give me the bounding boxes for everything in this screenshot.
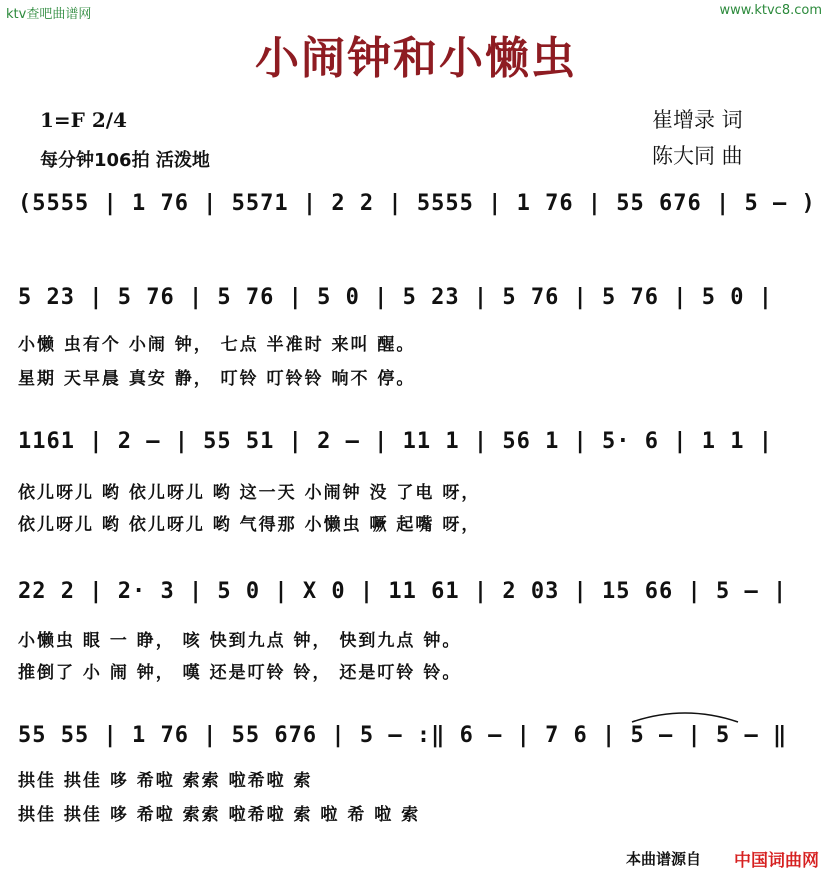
lyricist-credit: 崔增录 词 [652, 108, 743, 132]
source-note: 本曲谱源自 [626, 850, 702, 868]
lyrics-line-3-verse-1: 依儿呀儿 哟 依儿呀儿 哟 这一天 小闹钟 没 了电 呀， [18, 483, 481, 503]
score-line-3: 1161 | 2 — | 55 51 | 2 — | 11 1 | 56 1 | 5· 6 | 1 1 | [18, 428, 773, 454]
watermark-left: ktv查吧曲谱网 [6, 7, 92, 22]
score-line-5: 55 55 | 1 76 | 55 676 | 5 — :‖ 6 — | 7 6 | 5 — | 5 — ‖ [18, 722, 788, 748]
lyrics-line-4-verse-1: 小懒虫 眼 一 睁， 咳 快到九点 钟， 快到九点 钟。 [18, 631, 462, 651]
watermark-right: www.ktvc8.com [719, 3, 822, 18]
score-line-1: (5555 | 1 76 | 5571 | 2 2 | 5555 | 1 76 | 55 676 | 5 — ) [18, 190, 816, 216]
score-line-2: 5 23 | 5 76 | 5 76 | 5 0 | 5 23 | 5 76 | 5 76 | 5 0 | [18, 284, 773, 310]
song-title: 小闹钟和小懒虫 [255, 33, 577, 84]
lyrics-line-2-verse-1: 小懒 虫有个 小闹 钟， 七点 半准时 来叫 醒。 [18, 335, 416, 355]
lyrics-line-4-verse-2: 推倒了 小 闹 钟， 嘆 还是叮铃 铃， 还是叮铃 铃。 [18, 663, 462, 683]
source-site-link[interactable]: 中国词曲网 [734, 851, 819, 871]
composer-credit: 陈大同 曲 [652, 144, 743, 168]
key-signature: 1=F 2/4 [40, 108, 127, 132]
tempo-marking: 每分钟106拍 活泼地 [40, 150, 210, 171]
lyrics-line-5-verse-1: 拱佳 拱佳 哆 希啦 索索 啦希啦 索 [18, 771, 313, 791]
lyrics-line-5-verse-2: 拱佳 拱佳 哆 希啦 索索 啦希啦 索 啦 希 啦 索 [18, 805, 421, 825]
lyrics-line-3-verse-2: 依儿呀儿 哟 依儿呀儿 哟 气得那 小懒虫 噘 起嘴 呀， [18, 515, 481, 535]
lyrics-line-2-verse-2: 星期 天早晨 真安 静， 叮铃 叮铃铃 响不 停。 [18, 369, 416, 389]
score-line-4: 22 2 | 2· 3 | 5 0 | X 0 | 11 61 | 2 03 | 15 66 | 5 — | [18, 578, 788, 604]
